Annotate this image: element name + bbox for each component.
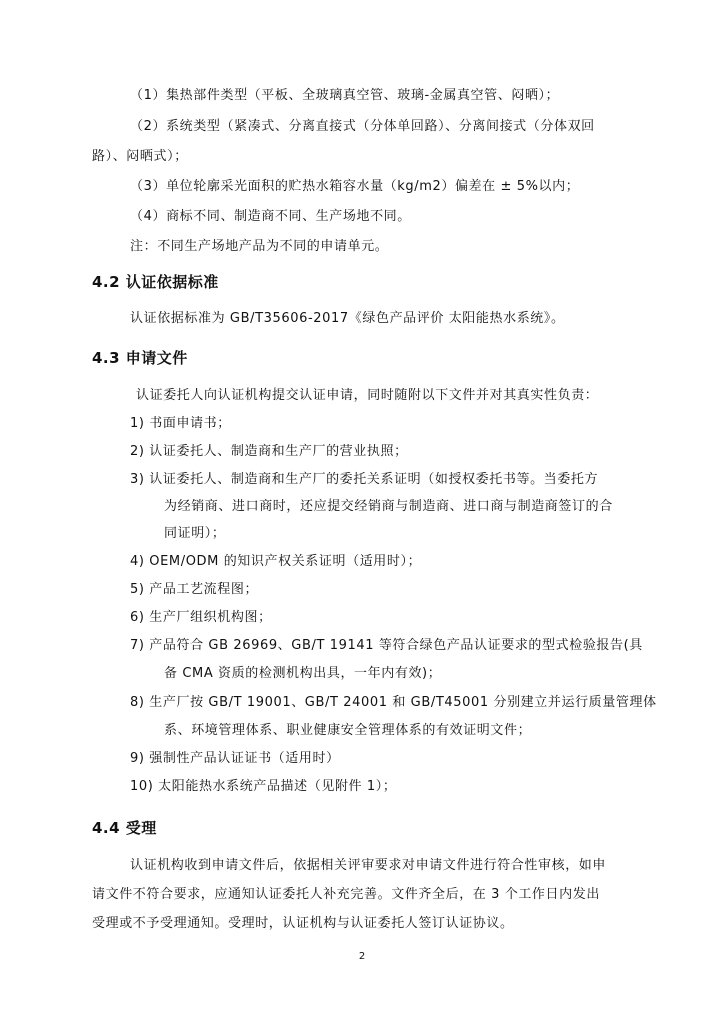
list-item: 2) 认证委托人、制造商和生产厂的营业执照； bbox=[130, 444, 408, 459]
criterion-2-line-1: （2）系统类型（紧凑式、分离直接式（分体单回路）、分离间接式（分体双回 bbox=[130, 119, 595, 134]
list-item-continued: 系、环境管理体系、职业健康安全管理体系的有效证明文件； bbox=[164, 723, 532, 738]
list-item-continued: 为经销商、进口商时，还应提交经销商与制造商、进口商与制造商签订的合 bbox=[164, 499, 613, 514]
section-4-2-heading: 4.2 认证依据标准 bbox=[92, 273, 219, 291]
criterion-3: （3）单位轮廓采光面积的贮热水箱容水量（kg/m2）偏差在 ± 5%以内； bbox=[130, 179, 580, 194]
list-item: 6) 生产厂组织机构图； bbox=[130, 610, 272, 625]
section-4-2-text: 认证依据标准为 GB/T35606-2017《绿色产品评价 太阳能热水系统》。 bbox=[130, 311, 565, 326]
criterion-2-line-2: 路）、闷晒式）； bbox=[92, 149, 188, 164]
section-4-4-heading: 4.4 受理 bbox=[92, 819, 157, 837]
page-number: 2 bbox=[358, 951, 366, 962]
section-4-3-intro: 认证委托人向认证机构提交认证申请，同时随附以下文件并对其真实性负责： bbox=[136, 388, 599, 403]
list-item-continued: 备 CMA 资质的检测机构出具，一年内有效)； bbox=[164, 666, 442, 681]
criterion-1: （1）集热部件类型（平板、全玻璃真空管、玻璃-金属真空管、闷晒）； bbox=[130, 88, 560, 103]
list-item-continued: 同证明）； bbox=[164, 526, 226, 541]
section-4-4-line-3: 受理或不予受理通知。受理时，认证机构与认证委托人签订认证协议。 bbox=[92, 916, 514, 931]
list-item: 1) 书面申请书； bbox=[130, 416, 231, 431]
list-item: 10) 太阳能热水系统产品描述（见附件 1）； bbox=[130, 779, 397, 794]
list-item: 8) 生产厂按 GB/T 19001、GB/T 24001 和 GB/T45001 分别建立并运行质量管理体 bbox=[130, 695, 657, 710]
list-item: 7) 产品符合 GB 26969、GB/T 19141 等符合绿色产品认证要求的型式检验报告(具 bbox=[130, 638, 643, 653]
section-4-4-line-1: 认证机构收到申请文件后，依据相关评审要求对申请文件进行符合性审核，如申 bbox=[130, 858, 607, 873]
criterion-4: （4）商标不同、制造商不同、生产场地不同。 bbox=[130, 209, 411, 224]
list-item: 3) 认证委托人、制造商和生产厂的委托关系证明（如授权委托书等。当委托方 bbox=[130, 472, 599, 487]
list-item: 4) OEM/ODM 的知识产权关系证明（适用时）； bbox=[130, 554, 422, 569]
section-4-4-line-2: 请文件不符合要求，应通知认证委托人补充完善。文件齐全后，在 3 个工作日内发出 bbox=[92, 887, 600, 902]
unit-note: 注：不同生产场地产品为不同的申请单元。 bbox=[130, 239, 389, 254]
list-item: 5) 产品工艺流程图； bbox=[130, 582, 259, 597]
section-4-3-heading: 4.3 申请文件 bbox=[92, 349, 188, 367]
list-item: 9) 强制性产品认证证书（适用时） bbox=[130, 751, 340, 766]
